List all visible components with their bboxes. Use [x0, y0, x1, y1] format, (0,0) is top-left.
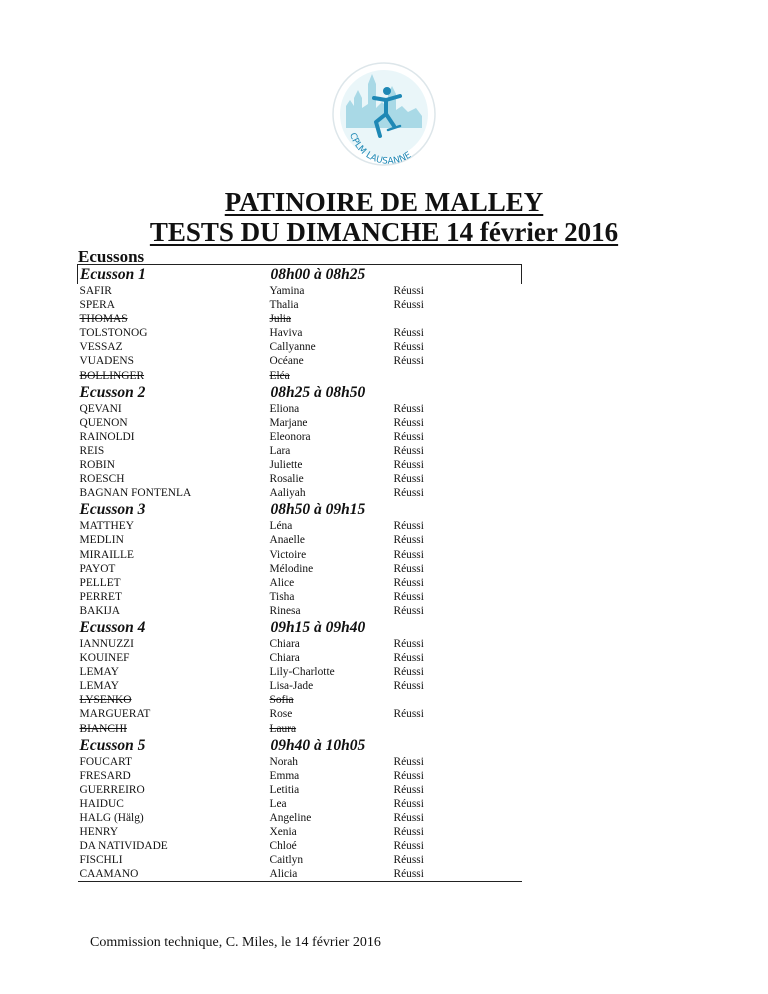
group-header	[78, 500, 522, 519]
section-heading: Ecussons	[78, 247, 145, 266]
group-header-empty	[392, 383, 522, 402]
table-row	[78, 284, 522, 298]
result-cell: Réussi	[393, 590, 424, 603]
table-row	[78, 416, 522, 430]
last-name-cell: VUADENS	[79, 355, 134, 368]
result-cell: Réussi	[393, 666, 424, 679]
result-cell: Réussi	[393, 797, 424, 810]
table-row	[78, 340, 522, 354]
first-name-cell: Xenia	[269, 826, 297, 839]
first-name-cell: Rose	[269, 708, 293, 721]
last-name-cell: FOUCART	[79, 755, 132, 768]
group-time: 09h15 à 09h40	[270, 618, 366, 636]
first-name-cell: Rosalie	[269, 473, 304, 486]
group-name: Ecusson 1	[78, 265, 268, 285]
first-name-cell: Alice	[269, 576, 295, 589]
table-row	[78, 548, 522, 562]
table-row	[78, 562, 522, 576]
last-name-cell: VESSAZ	[79, 341, 123, 354]
group-name: Ecusson 4	[79, 618, 146, 636]
table-row	[78, 693, 522, 707]
group-header	[78, 383, 522, 402]
table-row	[78, 458, 522, 472]
first-name-cell: Eléa	[269, 369, 290, 382]
results-table	[77, 264, 522, 882]
first-name-cell: Rinesa	[269, 604, 301, 617]
last-name-cell: CAAMANO	[78, 867, 268, 882]
group-header	[78, 618, 522, 637]
last-name-cell: PERRET	[79, 590, 122, 603]
club-logo	[330, 60, 438, 168]
table-row	[78, 472, 522, 486]
table-row	[78, 797, 522, 811]
result-cell	[392, 722, 522, 736]
result-cell: Réussi	[393, 652, 424, 665]
last-name-cell: IANNUZZI	[79, 637, 134, 650]
group-header-empty	[392, 736, 522, 755]
group-header-empty	[392, 265, 522, 285]
table-row	[78, 679, 522, 693]
group-header	[78, 265, 522, 285]
group-time: 08h00 à 08h25	[268, 265, 392, 285]
first-name-cell: Caitlyn	[269, 854, 304, 867]
table-row	[78, 369, 522, 383]
result-cell: Réussi	[393, 327, 424, 340]
first-name-cell: Anaelle	[269, 534, 305, 547]
result-cell	[392, 312, 522, 326]
result-cell: Réussi	[393, 520, 424, 533]
table-row	[78, 486, 522, 500]
last-name-cell: ROBIN	[79, 459, 115, 472]
table-row	[78, 853, 522, 867]
table-row	[78, 665, 522, 679]
result-cell: Réussi	[393, 708, 424, 721]
first-name-cell: Chloé	[269, 840, 297, 853]
first-name-cell: Sofia	[269, 694, 294, 707]
table-row	[78, 637, 522, 651]
first-name-cell: Victoire	[269, 548, 307, 561]
last-name-cell: MATTHEY	[79, 520, 134, 533]
first-name-cell: Eleonora	[269, 430, 311, 443]
first-name-cell: Letitia	[269, 783, 300, 796]
last-name-cell: BIANCHI	[79, 722, 127, 735]
table-row	[78, 651, 522, 665]
last-name-cell: SAFIR	[79, 285, 112, 297]
table-row	[78, 326, 522, 340]
first-name-cell: Tisha	[269, 590, 295, 603]
result-cell: Réussi	[393, 840, 424, 853]
table-row	[78, 590, 522, 604]
last-name-cell: BAGNAN FONTENLA	[79, 487, 192, 500]
first-name-cell: Yamina	[269, 285, 305, 297]
group-header	[78, 736, 522, 755]
first-name-cell: Alicia	[268, 867, 392, 882]
table-row	[78, 867, 522, 882]
result-cell: Réussi	[393, 444, 424, 457]
group-time: 08h25 à 08h50	[270, 383, 366, 401]
result-cell: Réussi	[393, 355, 424, 368]
result-cell: Réussi	[393, 637, 424, 650]
table-row	[78, 755, 522, 769]
footer-note: Commission technique, C. Miles, le 14 février 2016	[90, 935, 381, 950]
first-name-cell: Mélodine	[269, 562, 314, 575]
first-name-cell: Marjane	[269, 416, 308, 429]
group-name: Ecusson 2	[79, 383, 146, 401]
last-name-cell: FISCHLI	[79, 854, 123, 867]
result-cell	[392, 369, 522, 383]
first-name-cell: Eliona	[269, 402, 300, 415]
first-name-cell: Callyanne	[269, 341, 316, 354]
table-row	[78, 825, 522, 839]
result-cell	[392, 693, 522, 707]
last-name-cell: GUERREIRO	[79, 783, 145, 796]
result-cell: Réussi	[393, 416, 424, 429]
table-row	[78, 811, 522, 825]
last-name-cell: BOLLINGER	[79, 369, 145, 382]
result-cell: Réussi	[393, 680, 424, 693]
group-header-empty	[392, 500, 522, 519]
result-cell: Réussi	[393, 755, 424, 768]
table-row	[78, 722, 522, 736]
last-name-cell: RAINOLDI	[79, 430, 135, 443]
first-name-cell: Léna	[269, 520, 293, 533]
result-cell: Réussi	[393, 299, 424, 312]
last-name-cell: PELLET	[79, 576, 121, 589]
last-name-cell: THOMAS	[79, 313, 128, 326]
result-cell: Réussi	[392, 867, 522, 882]
last-name-cell: HENRY	[79, 826, 119, 839]
table-row	[78, 402, 522, 416]
last-name-cell: BAKIJA	[79, 604, 121, 617]
last-name-cell: TOLSTONOG	[79, 327, 148, 340]
table-row	[78, 312, 522, 326]
table-row	[78, 604, 522, 618]
table-row	[78, 576, 522, 590]
last-name-cell: MIRAILLE	[79, 548, 134, 561]
result-cell: Réussi	[393, 576, 424, 589]
first-name-cell: Lara	[269, 444, 291, 457]
first-name-cell: Laura	[269, 722, 297, 735]
table-row	[78, 783, 522, 797]
table-row	[78, 533, 522, 547]
last-name-cell: QUENON	[79, 416, 128, 429]
result-cell: Réussi	[393, 548, 424, 561]
result-cell: Réussi	[393, 812, 424, 824]
first-name-cell: Chiara	[269, 652, 300, 665]
first-name-cell: Norah	[269, 755, 298, 768]
last-name-cell: SPERA	[79, 299, 115, 312]
group-header-empty	[392, 618, 522, 637]
last-name-cell: MARGUERAT	[79, 708, 151, 721]
group-time: 09h40 à 10h05	[270, 736, 366, 754]
result-cell: Réussi	[393, 487, 424, 500]
result-cell: Réussi	[393, 769, 424, 782]
last-name-cell: DA NATIVIDADE	[79, 840, 168, 853]
first-name-cell: Lily-Charlotte	[269, 666, 335, 679]
last-name-cell: ROESCH	[79, 473, 125, 486]
table-row	[78, 444, 522, 458]
result-cell: Réussi	[393, 826, 424, 839]
last-name-cell: HALG (Hälg)	[79, 812, 144, 824]
result-cell: Réussi	[393, 459, 424, 472]
svg-text:CPLM LAUSANNE: CPLM LAUSANNE	[347, 131, 414, 167]
result-cell: Réussi	[393, 783, 424, 796]
last-name-cell: QEVANI	[79, 402, 122, 415]
first-name-cell: Angeline	[269, 812, 312, 824]
page-title: PATINOIRE DE MALLEY	[224, 187, 544, 217]
first-name-cell: Thalia	[269, 299, 299, 312]
result-cell: Réussi	[393, 341, 424, 354]
first-name-cell: Lisa-Jade	[269, 680, 314, 693]
first-name-cell: Aaliyah	[269, 487, 306, 500]
page-subtitle: TESTS DU DIMANCHE 14 février 2016	[149, 217, 619, 247]
result-cell: Réussi	[393, 430, 424, 443]
first-name-cell: Juliette	[269, 459, 303, 472]
table-row	[78, 707, 522, 721]
first-name-cell: Chiara	[269, 637, 300, 650]
first-name-cell: Lea	[269, 797, 287, 810]
last-name-cell: PAYOT	[79, 562, 116, 575]
table-row	[78, 298, 522, 312]
first-name-cell: Haviva	[269, 327, 303, 340]
table-row	[78, 354, 522, 368]
table-row	[78, 839, 522, 853]
last-name-cell: KOUINEF	[79, 652, 130, 665]
table-row	[78, 769, 522, 783]
group-time: 08h50 à 09h15	[270, 501, 366, 519]
last-name-cell: LEMAY	[79, 666, 119, 679]
last-name-cell: LYSENKO	[79, 694, 132, 707]
table-row	[78, 519, 522, 533]
group-name: Ecusson 5	[79, 736, 146, 754]
last-name-cell: HAIDUC	[79, 797, 124, 810]
result-cell: Réussi	[393, 604, 424, 617]
result-cell: Réussi	[393, 562, 424, 575]
last-name-cell: LEMAY	[79, 680, 119, 693]
group-name: Ecusson 3	[79, 501, 146, 519]
first-name-cell: Océane	[269, 355, 304, 368]
result-cell: Réussi	[393, 534, 424, 547]
first-name-cell: Julia	[269, 313, 292, 326]
last-name-cell: FRESARD	[79, 769, 131, 782]
result-cell: Réussi	[393, 402, 424, 415]
last-name-cell: REIS	[79, 444, 105, 457]
last-name-cell: MEDLIN	[79, 534, 124, 547]
result-cell: Réussi	[393, 473, 424, 486]
result-cell: Réussi	[393, 854, 424, 867]
result-cell: Réussi	[393, 285, 424, 297]
table-row	[78, 430, 522, 444]
first-name-cell: Emma	[269, 769, 300, 782]
